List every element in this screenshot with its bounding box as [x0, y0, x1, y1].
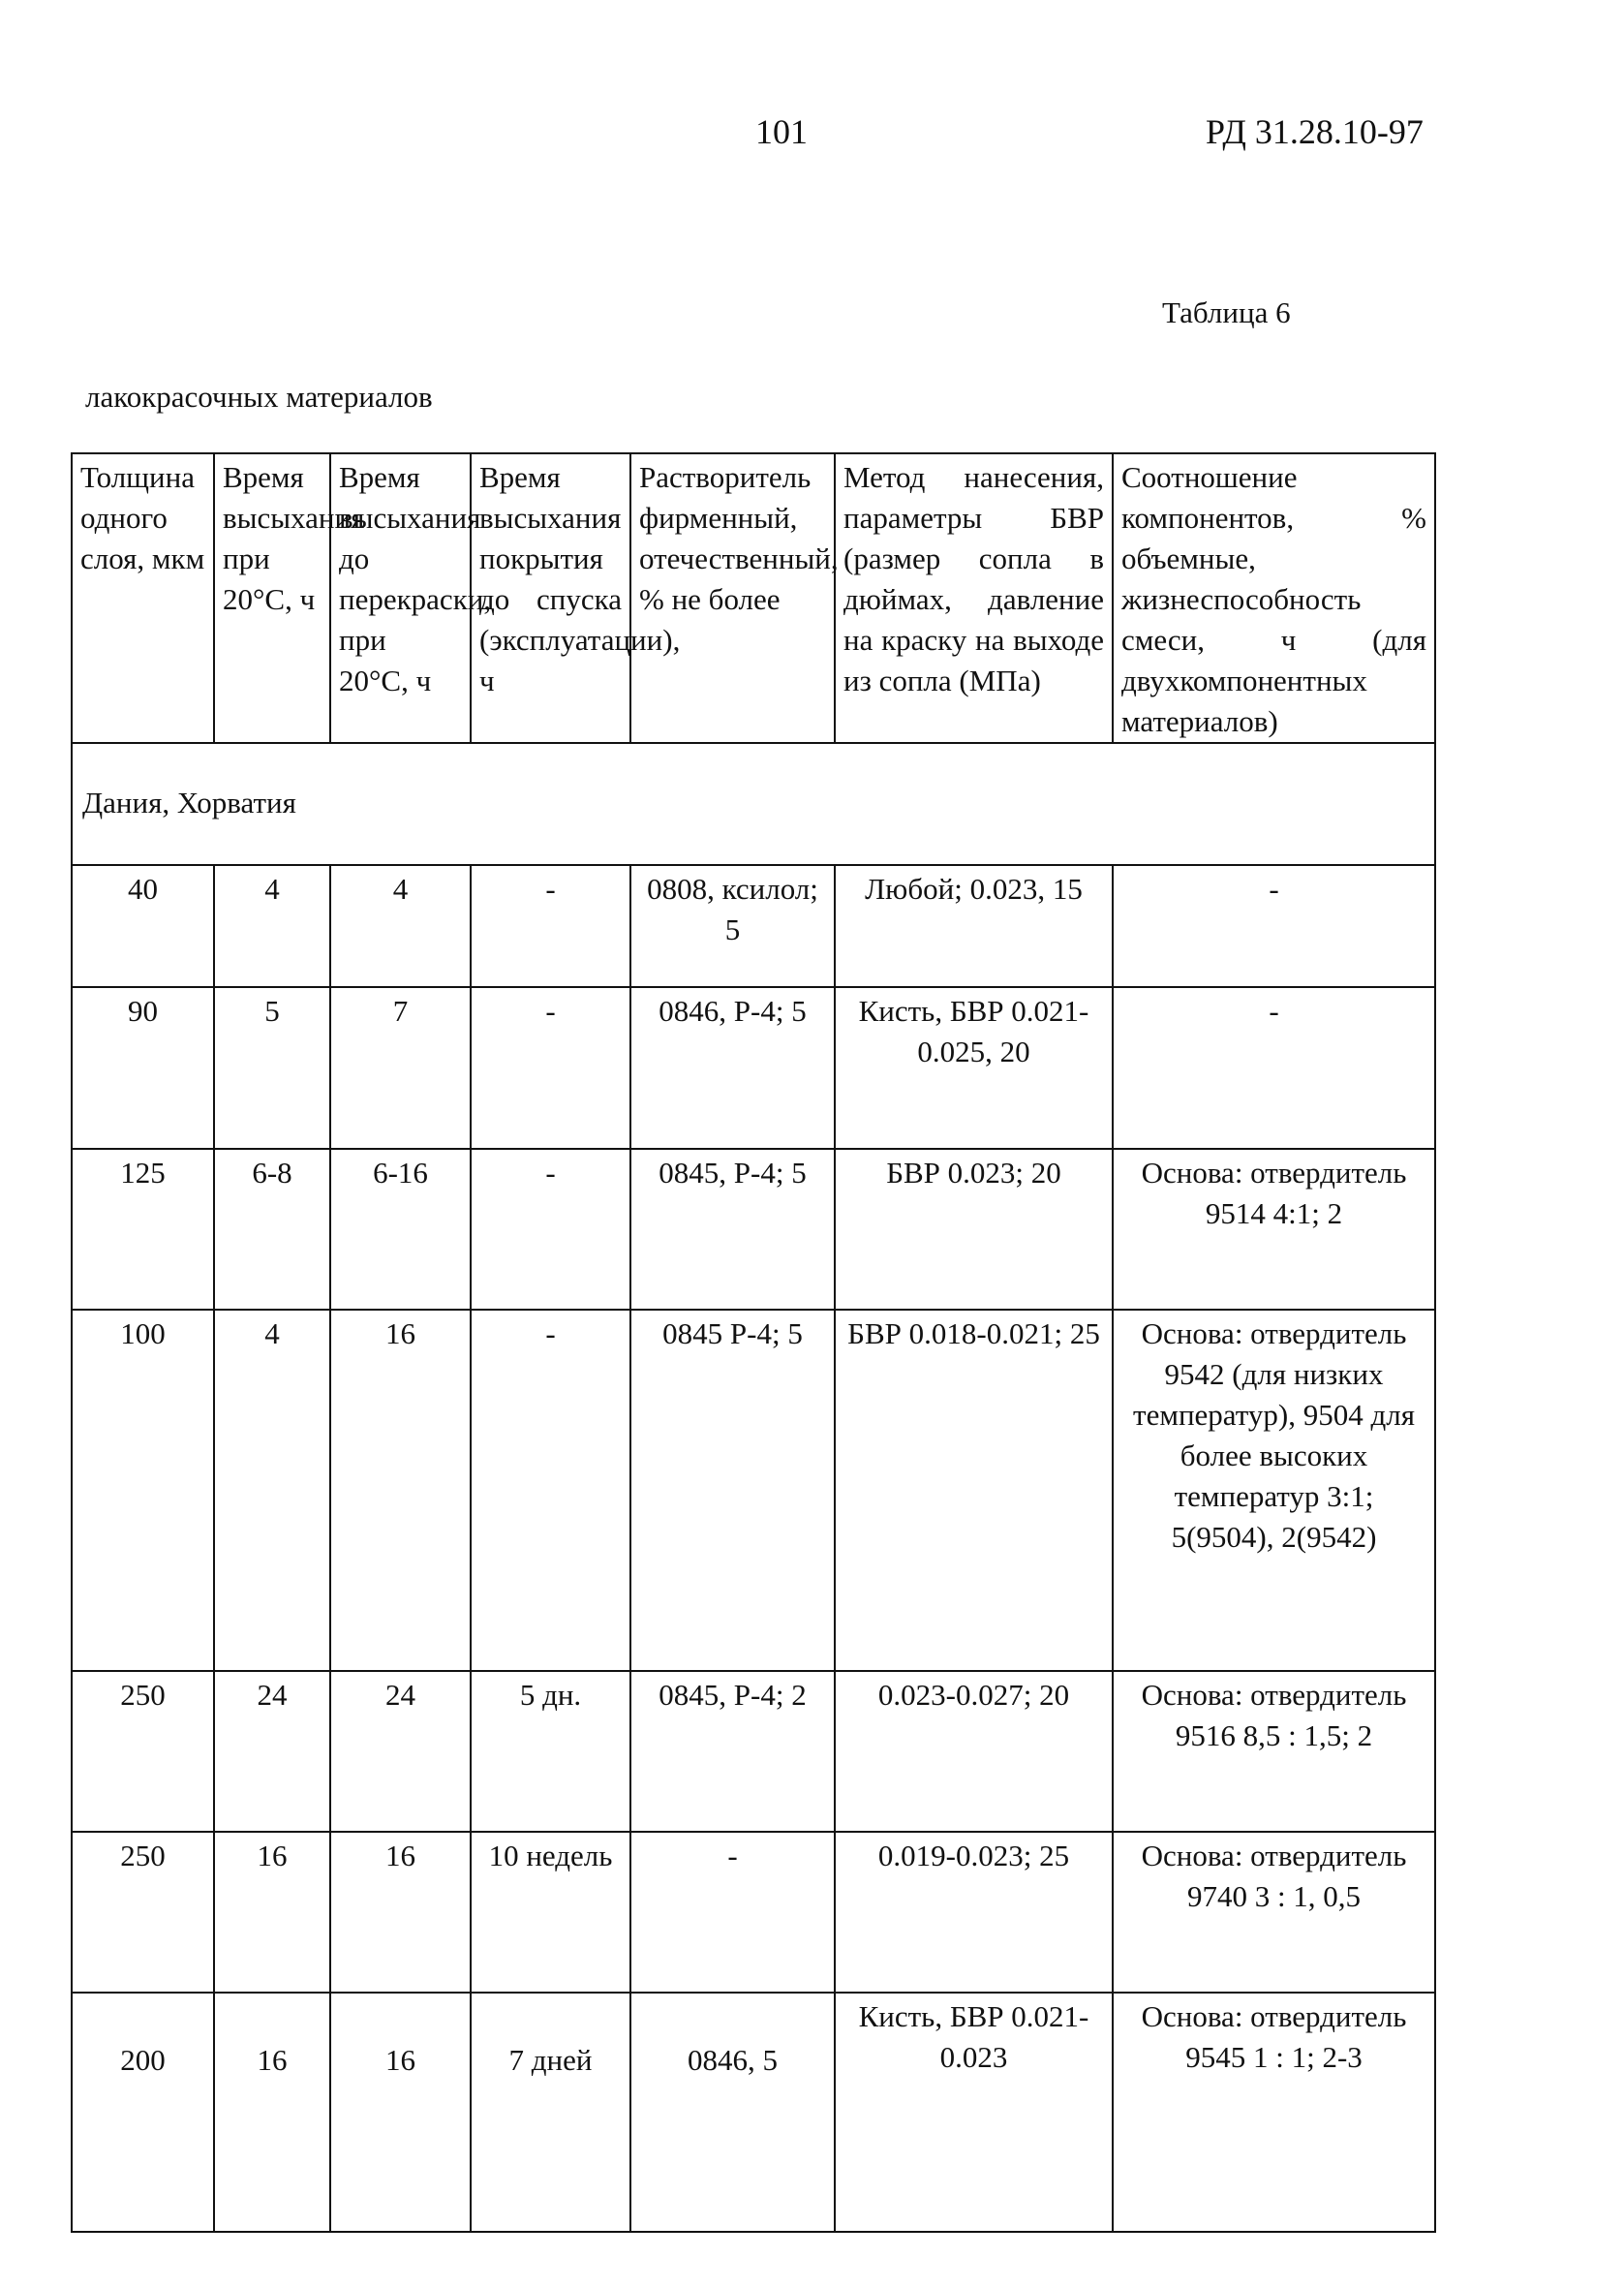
table-cell: 40: [72, 865, 214, 987]
table-cell: 7 дней: [471, 1993, 630, 2232]
materials-table: [71, 452, 1436, 2233]
table-cell: -: [1113, 987, 1435, 1149]
table-cell: 7: [330, 987, 471, 1149]
table-cell: 0.023-0.027; 20: [835, 1671, 1113, 1832]
document-code: РД 31.28.10-97: [1206, 112, 1424, 151]
table-cell: 16: [214, 1993, 330, 2232]
table-cell: БВР 0.018-0.021; 25: [835, 1310, 1113, 1671]
table-cell: 24: [330, 1671, 471, 1832]
table-cell: -: [471, 1149, 630, 1310]
table-cell: 0846, Р-4; 5: [630, 987, 835, 1149]
table-cell: -: [471, 987, 630, 1149]
table-cell: -: [630, 1832, 835, 1993]
group-label: Дания, Хорватия: [72, 743, 1435, 865]
table-cell: 4: [330, 865, 471, 987]
table-cell: 16: [214, 1832, 330, 1993]
column-header: Соотношение компонентов, % объемные, жизнеспособность смеси, ч (для двухкомпонентных материалов): [1113, 453, 1435, 743]
table-row: [72, 1149, 1435, 1310]
table-row: [72, 1671, 1435, 1832]
table-cell: Кисть, БВР 0.021-0.025, 20: [835, 987, 1113, 1149]
page-number: 101: [755, 112, 808, 151]
table-row: [72, 987, 1435, 1149]
table-cell: 6-8: [214, 1149, 330, 1310]
table-cell: 4: [214, 1310, 330, 1671]
column-header: Растворитель фирменный, отечественный, % не более: [630, 453, 835, 743]
column-header: Метод нанесения, параметры БВР (размер сопла в дюймах, давление на краску на выходе из сопла (МПа): [835, 453, 1113, 743]
table-cell: 5: [214, 987, 330, 1149]
table-cell: Кисть, БВР 0.021-0.023: [835, 1993, 1113, 2232]
table-cell: Основа: отвердитель 9545 1 : 1; 2-3: [1113, 1993, 1435, 2232]
table-cell: Любой; 0.023, 15: [835, 865, 1113, 987]
table-caption: Таблица 6: [1162, 295, 1291, 329]
table-cell: 0845 Р-4; 5: [630, 1310, 835, 1671]
column-header: Время высыхания покрытия до спуска (эксплуатации), ч: [471, 453, 630, 743]
table-cell: БВР 0.023; 20: [835, 1149, 1113, 1310]
table-cell: 250: [72, 1671, 214, 1832]
table-cell: 125: [72, 1149, 214, 1310]
group-row: [72, 743, 1435, 865]
table-cell: -: [1113, 865, 1435, 987]
table-cell: 250: [72, 1832, 214, 1993]
column-header: Толщина одного слоя, мкм: [72, 453, 214, 743]
table-cell: Основа: отвердитель 9740 3 : 1, 0,5: [1113, 1832, 1435, 1993]
table-cell: 200: [72, 1993, 214, 2232]
table-cell: 0808, ксилол; 5: [630, 865, 835, 987]
table-cell: Основа: отвердитель 9514 4:1; 2: [1113, 1149, 1435, 1310]
table-cell: 0845, Р-4; 5: [630, 1149, 835, 1310]
table-cell: 4: [214, 865, 330, 987]
table-cell: 5 дн.: [471, 1671, 630, 1832]
table-cell: 24: [214, 1671, 330, 1832]
table-cell: 16: [330, 1993, 471, 2232]
table-cell: 10 недель: [471, 1832, 630, 1993]
table-cell: 16: [330, 1310, 471, 1671]
column-header: Время высыхания до перекраски, при 20°С, ч: [330, 453, 471, 743]
table-header-row: [72, 453, 1435, 743]
table-cell: 0846, 5: [630, 1993, 835, 2232]
table-cell: -: [471, 1310, 630, 1671]
column-header: Время высыхания при 20°С, ч: [214, 453, 330, 743]
table-row: [72, 1310, 1435, 1671]
table-cell: 0.019-0.023; 25: [835, 1832, 1113, 1993]
table-cell: 0845, Р-4; 2: [630, 1671, 835, 1832]
table-cell: Основа: отвердитель 9542 (для низких температур), 9504 для более высоких температур 3:1; 5(9504), 2(9542): [1113, 1310, 1435, 1671]
table-row: [72, 1993, 1435, 2232]
table-cell: 100: [72, 1310, 214, 1671]
table-row: [72, 865, 1435, 987]
table-cell: 6-16: [330, 1149, 471, 1310]
table-subtitle: лакокрасочных материалов: [85, 380, 433, 414]
table-cell: 16: [330, 1832, 471, 1993]
table-row: [72, 1832, 1435, 1993]
table-cell: -: [471, 865, 630, 987]
table-cell: 90: [72, 987, 214, 1149]
table-cell: Основа: отвердитель 9516 8,5 : 1,5; 2: [1113, 1671, 1435, 1832]
